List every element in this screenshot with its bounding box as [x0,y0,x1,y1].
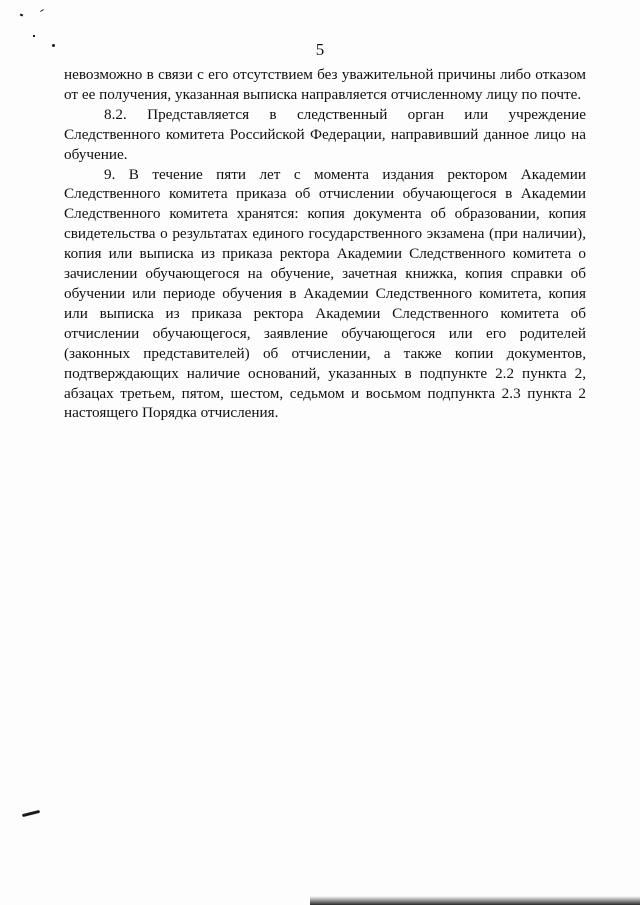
body-text [64,65,586,423]
scan-artifact [20,14,24,17]
paragraph-8-2: 8.2. Представляется в следственный орган или учреждение Следственного комитета Российской Федерации, направивший данное лицо на обучение. [64,105,586,163]
paragraph-continuation: невозможно в связи с его отсутствием без уважительной причины либо отказом от ее получения, указанная выписка направляется отчисленному лицу по почте. [64,66,586,103]
scan-artifact [22,810,40,817]
scan-artifact [33,35,35,37]
paragraph-9: 9. В течение пяти лет с момента издания ректором Академии Следственного комитета приказа об отчислении обучающегося в Академии Следственного комитета хранятся: копия документа об образовании, копия свидетельства о результатах единого государственного экзамена (при наличии), копия или выписка из приказа ректора Академии Следственного комитета о зачислении обучающегося на обучение, зачетная книжка, копия справки об обучении или периоде обучения в Академии Следственного комитета, копия или выписка из приказа ректора Академии Следственного комитета об отчислении обучающегося, заявление обучающегося или его родителей (законных представителей) об отчислении, а также копии документов, подтверждающих наличие оснований, указанных в подпункте 2.2 пункта 2, абзацах третьем, пятом, шестом, седьмом и восьмом подпункта 2.3 пункта 2 настоящего Порядка отчисления. [64,165,586,422]
scan-artifact [40,9,44,12]
page-number: 5 [315,40,325,59]
scan-bottom-edge [310,896,640,905]
